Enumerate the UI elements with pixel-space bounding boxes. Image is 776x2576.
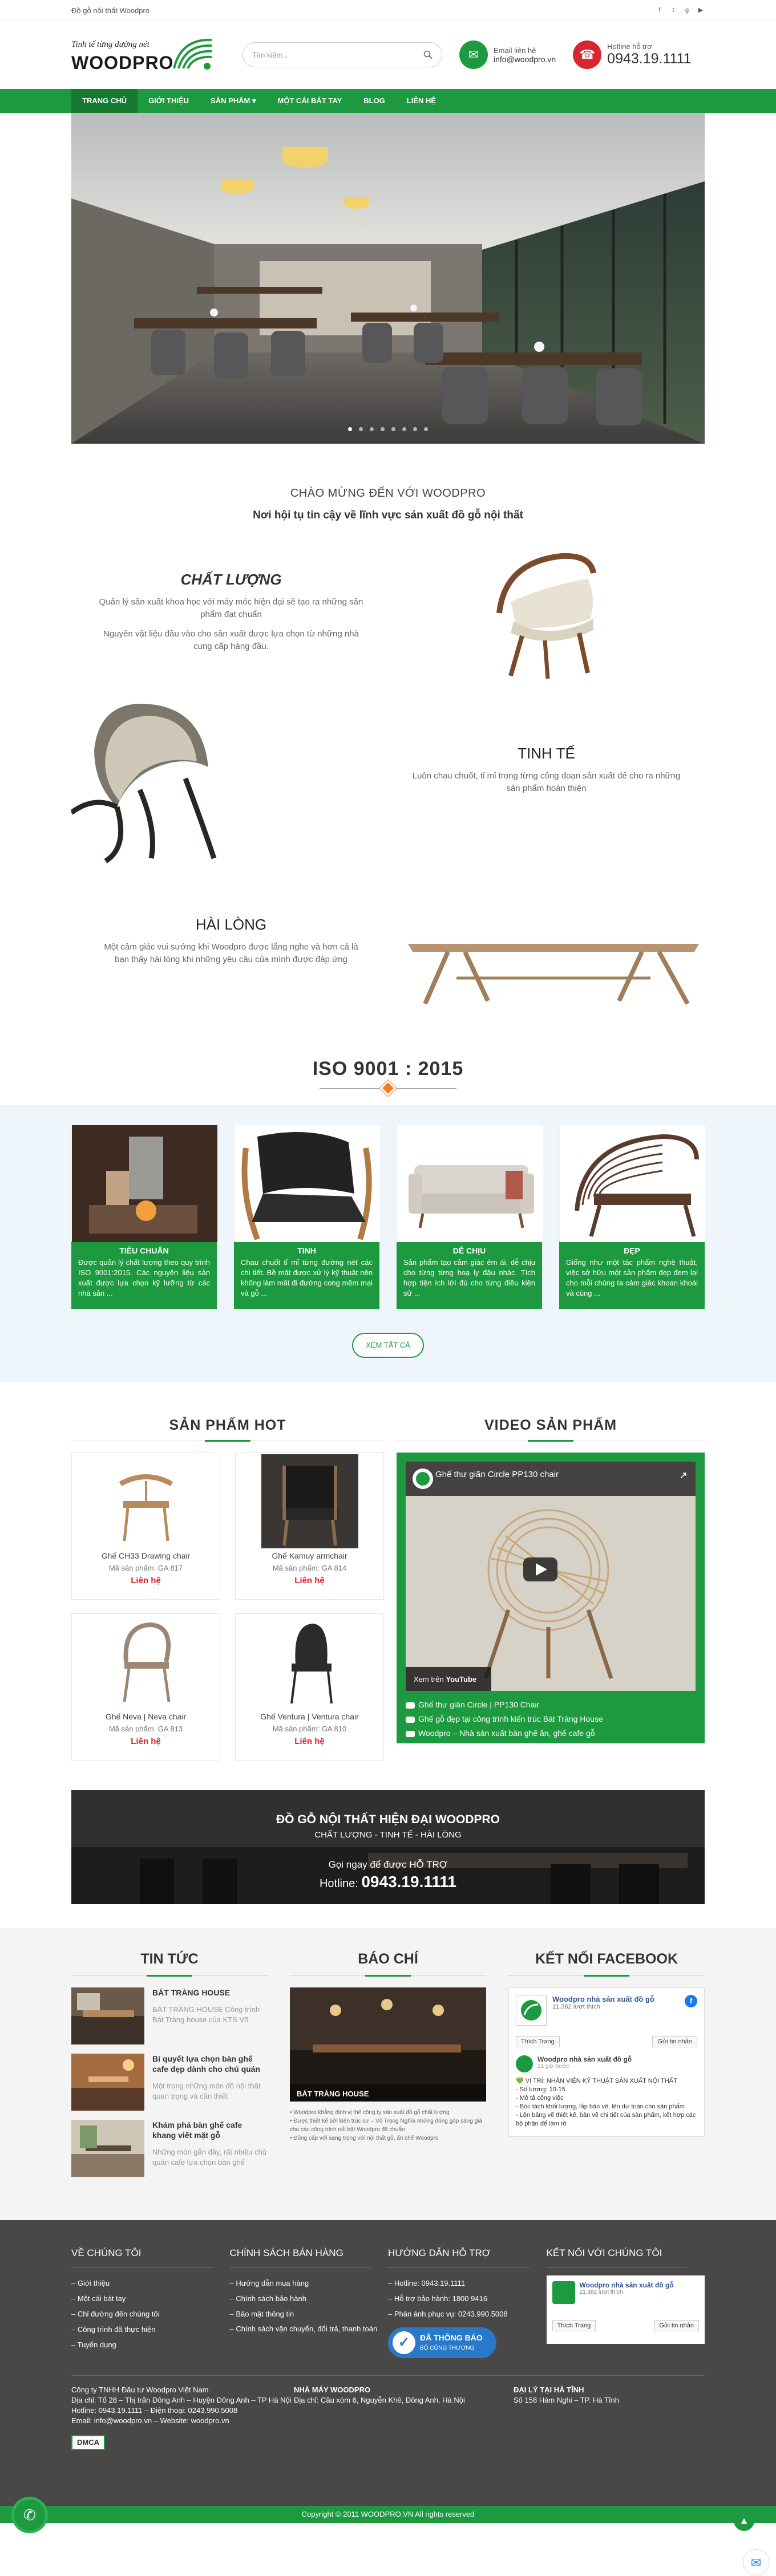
logo-tagline: Tinh tế từng đường nét (71, 40, 149, 49)
footer-link[interactable]: – Giới thiệu (71, 2275, 230, 2291)
product-code: Mã sản phẩm: GA 810 (272, 1725, 347, 1733)
fb-likes: 21.382 lượt thích (579, 2289, 623, 2295)
product-price[interactable]: Liên hệ (131, 1576, 161, 1585)
fb-likes: 21.382 lượt thích (552, 2003, 600, 2010)
fb-like-button[interactable]: Thích Trang (552, 2320, 596, 2331)
youtube-link[interactable] (414, 1675, 476, 1683)
fb-post-line: - Lên bảng vẽ thiết kế, bản vẽ chi tiết của sản phẩm, kết hợp các bộ phận để làm rõ (516, 2112, 696, 2127)
banner-subtitle: CHẤT LƯỢNG - TINH TẾ - HÀI LÒNG (314, 1830, 462, 1840)
product-card[interactable] (71, 1453, 220, 1600)
fb-post-time: 21 giờ trước (537, 2063, 569, 2070)
news-image (71, 2054, 144, 2111)
badge-subtitle: BỘ CÔNG THƯƠNG (420, 2344, 475, 2351)
press-list (290, 2108, 486, 2143)
factory-address: Địa chỉ: Cầu xóm 6, Nguyễn Khê, Đông Anh, Hà Nội (294, 2396, 465, 2404)
footer-link[interactable]: – Bảo mật thông tin (230, 2306, 389, 2322)
video-link-label: Woodpro – Nhà sản xuất bàn ghế ăn, ghế cafe gỗ (418, 1729, 595, 1738)
features-section (71, 522, 705, 1042)
card-title: ĐẸP (624, 1246, 640, 1255)
product-name[interactable]: Ghế Ventura | Ventura chair (260, 1712, 359, 1721)
fb-post-avatar (516, 2055, 533, 2072)
feature-title: CHẤT LƯỢNG (180, 571, 282, 588)
welcome-section (0, 444, 776, 522)
company-name: Công ty TNHH Đầu tư Woodpro Việt Nam (71, 2386, 209, 2394)
footer-link[interactable]: – Hỗ trợ bảo hành: 1800 9416 (388, 2291, 547, 2306)
product-code: Mã sản phẩm: GA 814 (272, 1564, 347, 1572)
fb-post-name[interactable]: Woodpro nhà sản xuất đồ gỗ (537, 2055, 632, 2063)
check-icon: ✓ (393, 2331, 415, 2354)
card-image (559, 1125, 705, 1242)
press-title: BÁO CHÍ (290, 1951, 486, 1976)
news-item[interactable] (71, 1987, 268, 2044)
copyright-bar: Copyright © 2011 WOODPRO.VN All rights reserved (0, 2506, 776, 2523)
footer-heading: HƯỚNG DẪN HỖ TRỢ (388, 2248, 530, 2267)
facebook-icon: f (685, 1995, 697, 2007)
card-title: TIÊU CHUẨN (119, 1246, 169, 1255)
support-banner (71, 1790, 705, 1904)
video-link-label: Ghế thư giãn Circle | PP130 Chair (418, 1700, 540, 1709)
nav-home[interactable]: TRANG CHỦ (71, 89, 138, 113)
news-item-title[interactable]: Bí quyết lựa chọn bàn ghế cafe đẹp dành cho chủ quán (152, 2054, 261, 2074)
share-icon[interactable]: ↗ (678, 1470, 688, 1481)
iso-card[interactable] (397, 1125, 542, 1309)
woodpro-logo-icon (516, 1995, 547, 2026)
footer-link[interactable]: – Hotline: 0943.19.1111 (388, 2275, 547, 2291)
news-item-desc: BÁT TRÀNG HOUSE Công trình Bát Tràng house của KTS Võ (152, 2005, 260, 2024)
news-item-desc: Một trong những món đồ nội thất quan trọng và cần thiết (152, 2082, 261, 2100)
product-card[interactable] (71, 1613, 220, 1760)
logo-mark-icon (169, 34, 214, 72)
fb-like-button[interactable]: Thích Trang (516, 2036, 560, 2047)
main-nav (0, 89, 776, 113)
video-heading[interactable]: Ghế thư giãn Circle PP130 chair (435, 1470, 559, 1479)
phone-icon: ☎ (573, 40, 601, 69)
footer-link[interactable]: – Hướng dẫn mua hàng (230, 2275, 389, 2291)
iso-title: ISO 9001 : 2015 (312, 1058, 464, 1080)
company-email[interactable]: Email: info@woodpro.vn – Website: woodpro.vn (71, 2416, 229, 2425)
card-image (234, 1125, 379, 1242)
watch-on-label: Xem trên (414, 1675, 444, 1683)
banner-hotline-label: Hotline: (319, 1877, 358, 1890)
back-to-top-button[interactable]: ▲ (734, 2510, 754, 2531)
youtube-icon (406, 1702, 415, 1709)
product-code: Mã sản phẩm: GA 813 (108, 1725, 183, 1733)
slider-dots (71, 427, 705, 431)
fb-page-name[interactable]: Woodpro nhà sản xuất đồ gỗ (552, 1995, 654, 2003)
footer-connect (547, 2248, 705, 2358)
footer-support (388, 2248, 547, 2358)
feature-line: Luôn chau chuốt, tỉ mỉ trong từng công đoạn sản xuất để cho ra những sản phẩm hoàn thiện (412, 771, 681, 793)
product-image (72, 1614, 220, 1710)
hotline-value[interactable]: 0943.19.1111 (607, 51, 692, 67)
news-section (0, 1928, 776, 2220)
hero-slider[interactable] (71, 113, 705, 444)
video-links (406, 1698, 696, 1741)
product-image (236, 1614, 383, 1710)
footer-about (71, 2248, 230, 2358)
badge-title: ĐÃ THÔNG BÁO (420, 2332, 483, 2342)
messenger-chat-button[interactable]: ✉ (743, 2549, 769, 2575)
footer-heading: KẾT NỐI VỚI CHÚNG TÔI (547, 2248, 688, 2267)
product-name[interactable]: Ghế CH33 Drawing chair (101, 1551, 191, 1560)
banner-hotline[interactable] (71, 1873, 705, 1891)
nav-handshake[interactable]: MỘT CÁI BÁT TAY (277, 96, 342, 105)
product-price[interactable]: Liên hệ (131, 1737, 161, 1746)
search-icon[interactable] (423, 50, 433, 59)
see-all-button[interactable]: XEM TẤT CẢ (352, 1333, 424, 1358)
gov-registered-badge[interactable] (388, 2327, 496, 2358)
news-item-title[interactable]: Khám phá bàn ghế cafe khang viết mặt gỗ (152, 2120, 242, 2140)
email-icon: ✉ (459, 40, 488, 69)
footer-link[interactable]: – Một cái bát tay (71, 2291, 230, 2306)
diamond-icon (380, 1080, 396, 1096)
logo-brand: WOODPRO (71, 52, 174, 73)
feature-line: Nguyên vật liệu đầu vào cho sản xuất được lựa chọn từ những nhà cung cấp hàng đầu. (103, 629, 359, 651)
product-image (236, 1453, 383, 1549)
footer-link[interactable]: – Phản ánh phục vụ: 0243.990.5008 (388, 2306, 547, 2322)
news-item[interactable] (71, 2054, 268, 2111)
agency-address: Số 158 Hàm Nghi – TP. Hà Tĩnh (514, 2396, 619, 2404)
chair-armchair-image (482, 550, 602, 681)
news-title: TIN TỨC (71, 1951, 268, 1976)
product-code: Mã sản phẩm: GA 817 (108, 1564, 183, 1572)
facebook-widget[interactable] (508, 1987, 705, 2137)
chair-shell-image (71, 693, 225, 864)
factory-title: NHÀ MÁY WOODPRO (294, 2386, 371, 2394)
product-card[interactable] (235, 1453, 384, 1600)
email-contact[interactable] (459, 40, 556, 69)
fb-message-button[interactable]: Gửi tin nhắn (652, 2036, 697, 2047)
feature-line: Quản lý sản xuất khoa học với máy móc hiện đại sẽ tạo ra những sản phẩm đạt chuẩn (99, 597, 363, 619)
video-link[interactable] (406, 1726, 696, 1741)
slider-dot[interactable] (370, 427, 374, 431)
video-section (397, 1405, 705, 1774)
youtube-icon[interactable]: ▶ (698, 7, 704, 14)
press-link-label: Được thiết kế bởi kiến trúc sư – Võ Trọng Nghĩa những đóng góp sáng giá cho các công trình nổi bật Woodpro đã chuẩn (290, 2118, 482, 2133)
video-player[interactable] (406, 1462, 696, 1691)
fb-page-name[interactable]: Woodpro nhà sản xuất đồ gỗ (579, 2281, 674, 2289)
slider-dot[interactable] (359, 427, 363, 431)
youtube-icon (406, 1731, 415, 1737)
company-info (71, 2375, 705, 2450)
news-column (71, 1951, 268, 2186)
fb-message-button[interactable]: Gửi tin nhắn (654, 2320, 699, 2331)
fb-post-body (516, 2077, 697, 2128)
card-image (397, 1125, 542, 1242)
footer-link[interactable]: – Công trình đã thực hiện (71, 2322, 230, 2337)
banner-title: ĐỒ GỖ NỘI THẤT HIỆN ĐẠI WOODPRO (276, 1813, 500, 1826)
email-value[interactable]: info@woodpro.vn (494, 54, 556, 64)
footer-heading: VỀ CHÚNG TÔI (71, 2248, 213, 2267)
news-image (71, 1987, 144, 2044)
footer-link[interactable]: – Chính sách vận chuyển, đổi trả, thanh toán (230, 2322, 389, 2334)
card-title: TINH (297, 1246, 316, 1255)
banner-call: Gọi ngay để được HỖ TRỢ (328, 1859, 448, 1870)
card-desc: Giống như một tác phẩm nghệ thuật, việc sở hữu một sản phẩm đẹp đem lại cho mỗi chúng ta cảm giác khoan khoái và cùng ... (566, 1258, 698, 1297)
iso-heading (0, 1042, 776, 1105)
hotline-contact[interactable] (573, 40, 691, 69)
facebook-column (508, 1951, 705, 2186)
youtube-icon (406, 1717, 415, 1723)
product-price[interactable]: Liên hệ (294, 1737, 325, 1746)
search-input[interactable]: Tìm kiếm... (252, 50, 289, 59)
footer-link[interactable]: – Chỉ đường đến chúng tôi (71, 2306, 230, 2322)
footer-link[interactable]: – Tuyển dụng (71, 2337, 230, 2352)
video-link-label: Ghế gỗ đẹp tại công trình kiến trúc Bát Tràng House (418, 1714, 603, 1723)
video-link[interactable] (406, 1712, 696, 1726)
banner-hotline-number[interactable]: 0943.19.1111 (361, 1873, 457, 1891)
footer (0, 2220, 776, 2523)
card-title: DỄ CHỊU (452, 1246, 486, 1255)
product-name[interactable]: Ghế Neva | Neva chair (105, 1712, 187, 1721)
slider-dot[interactable] (348, 427, 352, 431)
feature-satisfied (71, 918, 391, 966)
footer-facebook-widget[interactable] (547, 2275, 705, 2344)
video-link[interactable] (406, 1698, 696, 1712)
press-link[interactable]: • Đồng cấp với sang trọng với nội thất gỗ, ấn chế Woodpro (290, 2135, 439, 2141)
top-bar-text: Đồ gỗ nội thất Woodpro (71, 6, 150, 15)
card-desc: Sản phẩm tạo cảm giác êm ái, dễ chịu cho từng từng hoạ ly đậu nhác. Tích hợp tiện ích lời đủ cho từng điều kiện sử ... (403, 1258, 535, 1297)
press-column (290, 1951, 486, 2186)
dmca-badge[interactable]: DMCA (71, 2435, 105, 2450)
slider-dot[interactable] (424, 427, 428, 431)
youtube-logo: YouTube (446, 1675, 477, 1683)
footer-link[interactable]: – Chính sách bảo hành (230, 2291, 389, 2306)
hot-title: SẢN PHẨM HOT (71, 1405, 384, 1441)
facebook-title: KẾT NỐI FACEBOOK (508, 1951, 705, 1976)
feature-quality (71, 573, 391, 653)
footer-policy (230, 2248, 389, 2358)
feature-title: TINH TẾ (518, 745, 575, 762)
feature-line: Một cảm giác vui sướng khi Woodpro được lắng nghe và hơn cả là bạn thấy hài lòng khi những yêu cầu của mình được đáp ứng (104, 942, 358, 964)
email-label: Email liên hệ (494, 46, 536, 55)
news-item-title[interactable]: BÁT TRÀNG HOUSE (152, 1988, 231, 1997)
press-link[interactable]: • Woodpro khẳng định vị thế công ty sản xuất đồ gỗ chất lượng (290, 2110, 450, 2116)
press-image (290, 1987, 486, 2102)
product-card[interactable] (235, 1613, 384, 1760)
iso-card[interactable] (234, 1125, 379, 1309)
slider-dot[interactable] (391, 427, 395, 431)
product-name[interactable]: Ghế Kamuy armchair (272, 1551, 347, 1560)
fb-post-line: 💚 VI TRÍ: NHÂN VIÊN KỸ THUẬT SẢN XUẤT NỘI THẤT (516, 2078, 677, 2084)
header (0, 21, 776, 89)
woodpro-logo-icon (552, 2281, 575, 2304)
press-link-label: Đồng cấp với sang trọng với nội thất gỗ, ấn chế Woodpro (293, 2135, 439, 2141)
product-price[interactable]: Liên hệ (294, 1576, 325, 1585)
hero-restaurant-image (71, 113, 705, 444)
hot-products (71, 1405, 384, 1774)
feature-refined (388, 747, 705, 795)
card-desc: Được quản lý chất lượng theo quy trình ISO 9001:2015. Các nguyên liệu sản xuất được lựa chọn kỹ lưỡng từ các nhà sản ... (78, 1258, 210, 1297)
nav-blog[interactable]: BLOG (363, 96, 385, 105)
card-desc: Chau chuốt tỉ mỉ từng đường nét các chi tiết. Bề mặt được xử lý kỹ thuật nên không làm mất đi đường cong mềm mại và gỗ ... (241, 1258, 373, 1297)
news-item-desc: Những món gắn đây, rất nhiều chủ quán cafe lựa chọn bàn ghế (152, 2148, 266, 2167)
iso-card[interactable] (559, 1125, 705, 1309)
card-image (71, 1125, 217, 1242)
welcome-title: CHÀO MỪNG ĐẾN VỚI WOODPRO (290, 487, 486, 500)
video-title: VIDEO SẢN PHẨM (397, 1405, 705, 1441)
press-link-label: Woodpro khẳng định vị thế công ty sản xuất đồ gỗ chất lượng (293, 2110, 450, 2116)
social-links (656, 6, 705, 14)
welcome-subtitle: Nơi hội tụ tin cậy về lĩnh vực sản xuất đồ gỗ nội thất (253, 509, 523, 521)
news-image (71, 2120, 144, 2177)
divider (320, 1088, 456, 1089)
slider-dot[interactable] (381, 427, 385, 431)
news-item[interactable] (71, 2120, 268, 2177)
product-image (72, 1453, 220, 1549)
iso-section (0, 1105, 776, 1382)
fb-post-line: - Số lượng: 10-15 (516, 2086, 565, 2093)
footer-heading: CHÍNH SÁCH BÁN HÀNG (230, 2248, 371, 2267)
press-link[interactable]: • Được thiết kế bởi kiến trúc sư – Võ Trọng Nghĩa những đóng góp sáng giá cho các công trình nổi bật Woodpro đã chuẩn (290, 2118, 482, 2133)
agency-title: ĐẠI LÝ TẠI HÀ TĨNH (514, 2386, 584, 2394)
iso-card[interactable] (71, 1125, 217, 1309)
search-box[interactable] (242, 42, 442, 67)
fb-post-line: - Bóc tách khối lượng, lắp bản vẽ, lên dự toán cho sản phẩm (516, 2103, 685, 2110)
press-feature[interactable] (290, 1987, 486, 2102)
nav-about[interactable]: GIỚI THIỆU (148, 96, 189, 105)
slider-dot[interactable] (413, 427, 417, 431)
whatsapp-chat-button[interactable]: ✆ (11, 2497, 48, 2533)
company-address: Địa chỉ: Tổ 28 – Thị trấn Đông Anh – Huyện Đông Anh – TP Hà Nội (71, 2396, 292, 2404)
company-phone[interactable]: Hotline: 0943.19.1111 – Điện thoại: 0243.990.5008 (71, 2406, 238, 2415)
video-thumbnail (406, 1462, 696, 1691)
top-bar (0, 0, 776, 21)
hot-video-section (71, 1405, 705, 1774)
hotline-label: Hotline hỗ trợ (607, 42, 652, 51)
logo[interactable] (71, 32, 220, 78)
slider-dot[interactable] (402, 427, 406, 431)
feature-title: HÀI LÒNG (195, 916, 267, 933)
twitter-icon[interactable]: t (672, 7, 674, 14)
fb-post-line: - Mô tả công việc (516, 2095, 564, 2102)
google-plus-icon[interactable]: g (685, 7, 689, 14)
press-caption[interactable]: BÁT TRÀNG HOUSE (297, 2090, 369, 2098)
facebook-icon[interactable]: f (658, 7, 661, 14)
nav-contact[interactable]: LIÊN HỆ (406, 96, 436, 105)
dining-table-image (402, 932, 705, 1007)
nav-products[interactable]: SẢN PHẨM ▾ (211, 96, 256, 105)
